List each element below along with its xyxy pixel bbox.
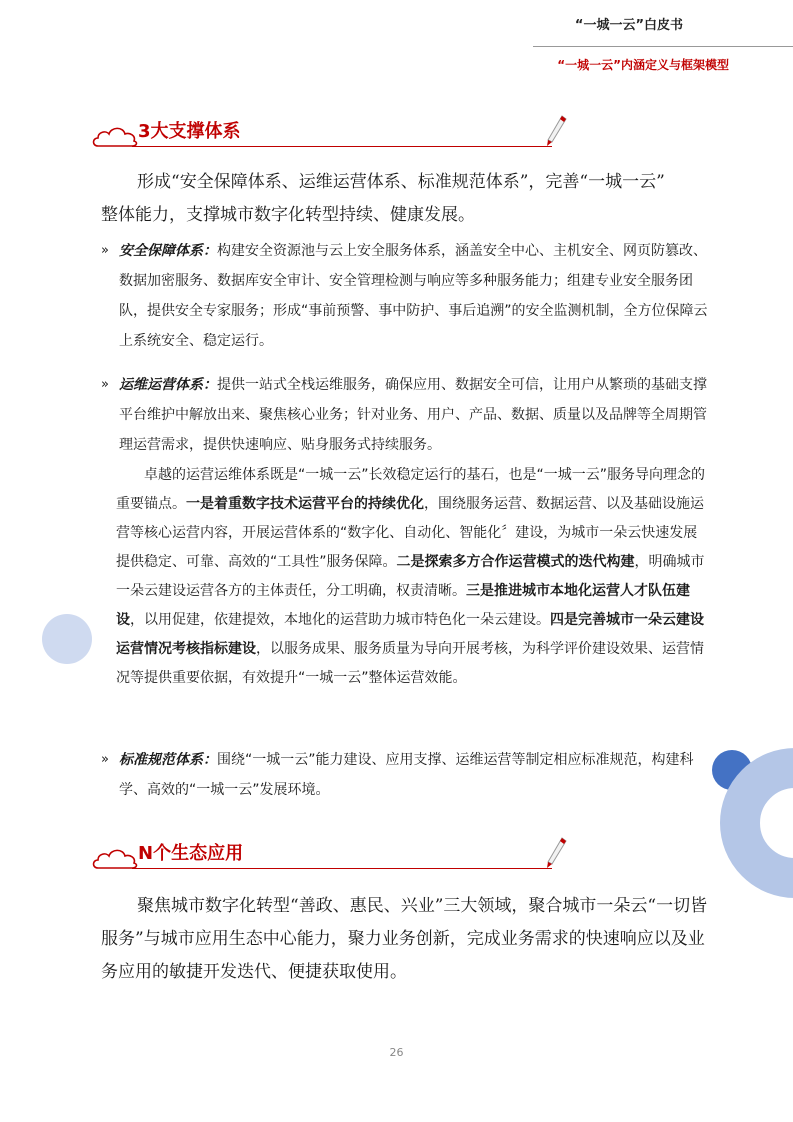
section-heading-ecosystem-apps xyxy=(92,842,572,872)
pen-icon xyxy=(544,836,568,870)
heading-underline xyxy=(132,868,552,869)
point-four: 四是完善城市一朵云建设运营情况考核指标建设 xyxy=(116,612,704,657)
header-divider xyxy=(533,46,793,47)
bullet-term: 安全保障体系： xyxy=(119,243,217,259)
ecosystem-apps-text: 聚焦城市数字化转型“善政、惠民、兴业”三大领域，聚合城市一朵云“一切皆服务”与城市应用生态中心能力，聚力业务创新，完成业务需求的快速响应以及业务应用的敏捷开发迭代、便捷获取使用。 xyxy=(101,896,708,982)
bullet-marker: » xyxy=(101,377,109,392)
section-heading-label: 3大支撑体系 xyxy=(138,121,241,142)
support-systems-intro: 形成“安全保障体系、运维运营体系、标准规范体系”，完善“一城一云” 整体能力，支撑城市数字化转型持续、健康发展。 xyxy=(101,172,665,225)
bullet-marker: » xyxy=(101,243,109,258)
cloud-outline-icon xyxy=(92,124,138,148)
point-one: 一是着重数字技术运营平台的持续优化 xyxy=(186,496,424,512)
bullet-standards-system xyxy=(101,745,711,805)
operations-paragraph: 卓越的运营运维体系既是“一城一云”长效稳定运行的基石，也是“一城一云”服务导向理念的重要锚点。一是着重数字技术运营平台的持续优化，围绕服务运营、数据运营、以及基础设施运营等核心运营内容，开展运营体系的“数字化、自动化、智能化〞建设，为城市一朵云快速发展提供稳定、可靠、高效的“工具性”服务保障。二是探索多方合作运营模式的迭代构建，明确城市一朵云建设运营各方的主体责任，分工明确，权责清晰。三是推进城市本地化运营人才队伍建设，以用促建，依建提效，本地化的运营助力城市特色化一朵云建设。四是完善城市一朵云建设运营情况考核指标建设，以服务成果、服务质量为导向开展考核，为科学评价建设效果、运营情况等提供重要依据，有效提升“一城一云”整体运营效能。 xyxy=(116,467,706,686)
decorative-circle xyxy=(42,614,92,664)
section-heading-label: N个生态应用 xyxy=(138,843,244,864)
bullet-term: 标准规范体系： xyxy=(119,752,217,768)
page-number: 26 xyxy=(389,1046,404,1059)
section-heading-support-systems xyxy=(92,120,572,150)
bullet-text: 提供一站式全栈运维服务，确保应用、数据安全可信，让用户从繁琐的基础支撑平台维护中解放出来、聚焦核心业务；针对业务、用户、产品、数据、质量以及品牌等全周期管理运营需求，提供快速响应、贴身服务式持续服务。 xyxy=(119,377,707,453)
point-three: 三是推进城市本地化运营人才队伍建设 xyxy=(116,583,690,628)
cloud-outline-icon xyxy=(92,846,138,870)
bullet-text: 构建安全资源池与云上安全服务体系，涵盖安全中心、主机安全、网页防篡改、数据加密服务、数据库安全审计、安全管理检测与响应等多种服务能力；组建专业安全服务团队，提供安全专家服务；形成“事前预警、事中防护、事后追溯”的安全监测机制，全方位保障云上系统安全、稳定运行。 xyxy=(119,243,708,349)
bullet-term: 运维运营体系： xyxy=(119,377,217,393)
bullet-marker: » xyxy=(101,752,109,767)
header-title: “一城一云”白皮书 xyxy=(574,18,683,33)
bullet-security-system xyxy=(101,236,711,356)
pen-icon xyxy=(544,114,568,148)
header-subtitle: “一城一云”内涵定义与框架模型 xyxy=(557,58,729,72)
bullet-operations-system xyxy=(101,370,711,460)
heading-underline xyxy=(132,146,552,147)
bullet-text: 围绕“一城一云”能力建设、应用支撑、运维运营等制定相应标准规范，构建科学、高效的“一城一云”发展环境。 xyxy=(119,752,694,798)
point-two: 二是探索多方合作运营模式的迭代构建 xyxy=(396,554,635,570)
